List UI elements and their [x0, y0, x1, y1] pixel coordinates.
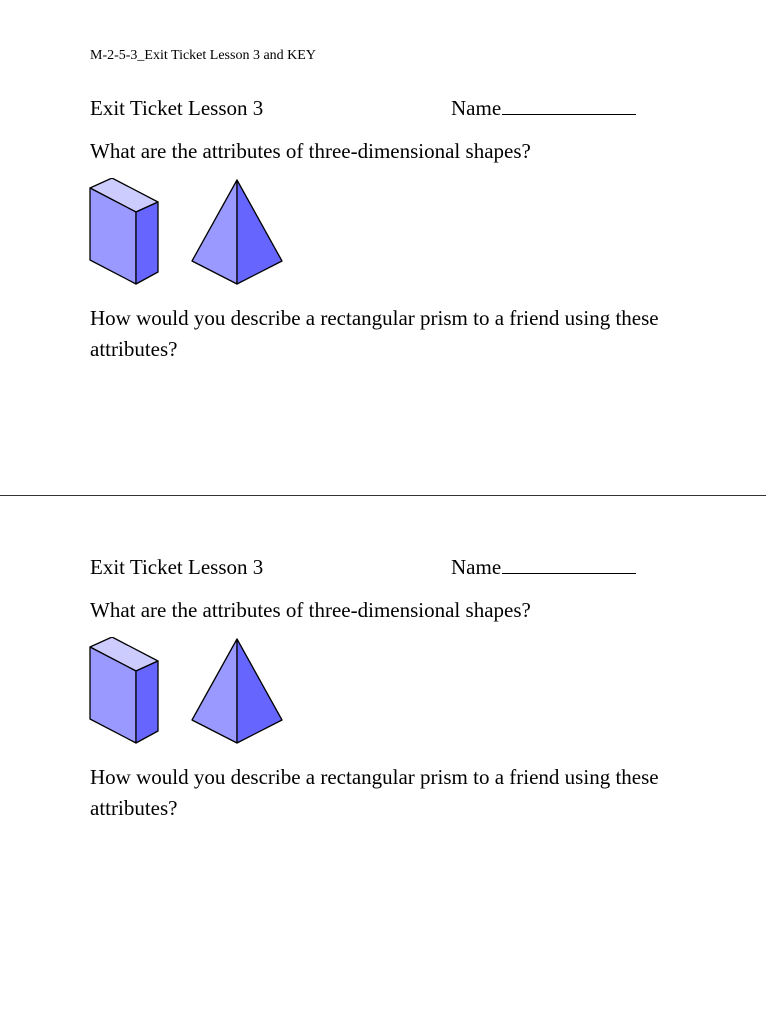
document-header: M-2-5-3_Exit Ticket Lesson 3 and KEY: [90, 48, 316, 63]
ticket-prompt: How would you describe a rectangular prism to a friend using these attributes?: [90, 765, 659, 820]
name-label: Name: [451, 555, 502, 579]
ticket-prompt: How would you describe a rectangular prism to a friend using these attributes?: [90, 306, 659, 361]
exit-ticket-2: [0, 553, 768, 853]
ticket-title: Exit Ticket Lesson 3: [90, 555, 264, 579]
ticket-title: Exit Ticket Lesson 3: [90, 96, 264, 120]
shapes-illustration: [86, 178, 290, 290]
name-field[interactable]: [451, 553, 636, 581]
name-field[interactable]: [451, 94, 636, 122]
ticket-question: What are the attributes of three-dimensional shapes?: [90, 139, 531, 163]
pyramid-icon: [192, 639, 282, 743]
cut-line-divider: [0, 495, 766, 496]
ticket-question: What are the attributes of three-dimensional shapes?: [90, 598, 531, 622]
pyramid-icon: [192, 180, 282, 284]
name-label: Name: [451, 96, 502, 120]
shapes-illustration: [86, 637, 290, 749]
rectangular-prism-icon: [90, 178, 158, 284]
name-blank-line[interactable]: [502, 554, 636, 574]
name-blank-line[interactable]: [502, 95, 636, 115]
exit-ticket-1: [0, 94, 768, 394]
rectangular-prism-icon: [90, 637, 158, 743]
